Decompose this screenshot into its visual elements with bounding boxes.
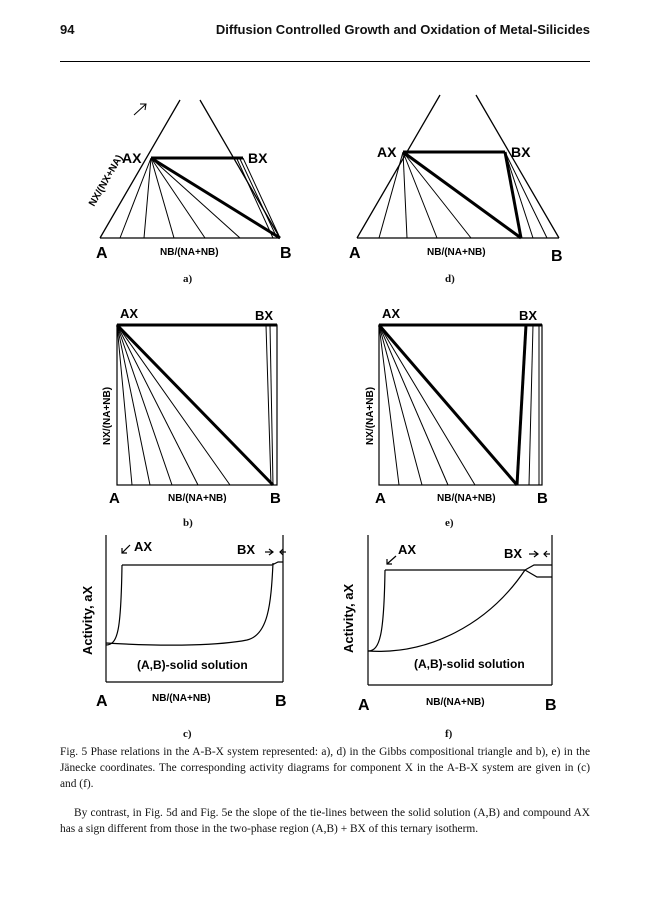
tie-line <box>379 325 475 485</box>
label-ax: AX <box>377 144 397 160</box>
running-title: Diffusion Controlled Growth and Oxidation of Metal-Silicides <box>215 22 590 37</box>
label-b: B <box>551 248 563 265</box>
label-b: B <box>545 697 557 714</box>
activity-curve-solution <box>106 563 273 645</box>
label-solid-solution: (A,B)-solid solution <box>137 658 248 672</box>
tie-ax-b <box>379 325 517 485</box>
tie-ax-b <box>117 325 273 485</box>
label-b: B <box>275 693 287 710</box>
label-a: A <box>96 245 108 262</box>
tie-line <box>117 325 198 485</box>
label-bx: BX <box>237 542 256 557</box>
activity-curve-ax <box>106 565 122 645</box>
activity-curve-solution <box>368 570 525 651</box>
body-paragraph: By contrast, in Fig. 5d and Fig. 5e the slope of the tie-lines between the solid solution (A,B) and compound AX has a sign different from those in the two-phase region (A,B) + BX of this ternary isotherm. <box>60 807 590 835</box>
tie-line <box>117 325 132 485</box>
label-ax: AX <box>122 150 142 166</box>
axis-activity: Activity, aX <box>80 585 95 655</box>
page-header <box>60 22 590 42</box>
activity-curve-bx <box>525 565 552 577</box>
label-bx: BX <box>248 150 268 166</box>
axis-nx: NX/(NA+NB) <box>102 386 113 445</box>
label-bx: BX <box>511 144 531 160</box>
tie-ax-b <box>403 152 521 238</box>
label-a: A <box>349 245 361 262</box>
tie-line <box>151 158 205 238</box>
figure-5a <box>80 95 310 270</box>
axis-arrow <box>134 104 146 115</box>
panel-label-f: f) <box>445 728 453 740</box>
figure-5d <box>345 95 575 270</box>
tie-line <box>237 159 273 238</box>
axis-nx: NX/(NA+NB) <box>365 386 376 445</box>
figure-5b <box>80 300 310 515</box>
axis-activity: Activity, aX <box>341 583 356 653</box>
tie-line <box>505 152 547 238</box>
axis-nb: NB/(NA+NB) <box>426 697 485 708</box>
panel-label-a: a) <box>183 273 193 285</box>
axis-nb: NB/(NA+NB) <box>160 247 219 258</box>
figure-5c <box>72 535 307 715</box>
label-a: A <box>375 490 386 507</box>
activity-curve-bx <box>272 562 283 565</box>
label-a: A <box>109 490 120 507</box>
right-edge <box>200 100 280 238</box>
panel-label-e: e) <box>445 517 454 529</box>
tie-line <box>120 158 151 238</box>
label-ax: AX <box>382 306 401 321</box>
tie-line <box>151 158 240 238</box>
figure-caption: Fig. 5 Phase relations in the A-B-X system represented: a), d) in the Gibbs compositional triangle and b), e) in the Jänecke coordinates. The corresponding activity diagrams for component X in the A-B-X system are given in (c) and (f). <box>60 746 590 790</box>
label-b: B <box>537 490 548 507</box>
tie-line <box>144 158 151 238</box>
tie-line <box>403 152 407 238</box>
axis-nb: NB/(NA+NB) <box>152 693 211 704</box>
label-ax: AX <box>134 539 153 554</box>
activity-curve-ax <box>368 570 385 651</box>
tie-bx-b <box>517 325 526 485</box>
arrow-ax <box>122 545 130 553</box>
label-ax: AX <box>398 542 417 557</box>
panel-label-b: b) <box>183 517 193 529</box>
page-number: 94 <box>60 22 75 37</box>
label-ax: AX <box>120 306 139 321</box>
axis-nb: NB/(NA+NB) <box>427 247 486 258</box>
axis-nb: NB/(NA+NB) <box>437 493 496 504</box>
label-b: B <box>270 490 281 507</box>
label-bx: BX <box>504 546 523 561</box>
arrow-ax <box>387 556 396 564</box>
header-rule <box>60 61 590 62</box>
label-bx: BX <box>255 308 274 323</box>
label-a: A <box>358 697 370 714</box>
panel-label-d: d) <box>445 273 455 285</box>
axis-nx: NX/(NX+NA) <box>87 153 126 209</box>
panel-label-c: c) <box>183 728 192 740</box>
label-bx: BX <box>519 308 538 323</box>
label-a: A <box>96 693 108 710</box>
figure-5e <box>345 300 575 515</box>
tie-line <box>529 325 533 485</box>
label-b: B <box>280 245 292 262</box>
label-solid-solution: (A,B)-solid solution <box>414 657 525 671</box>
figure-5f <box>338 535 573 715</box>
axis-nb: NB/(NA+NB) <box>168 493 227 504</box>
tie-line <box>117 325 172 485</box>
